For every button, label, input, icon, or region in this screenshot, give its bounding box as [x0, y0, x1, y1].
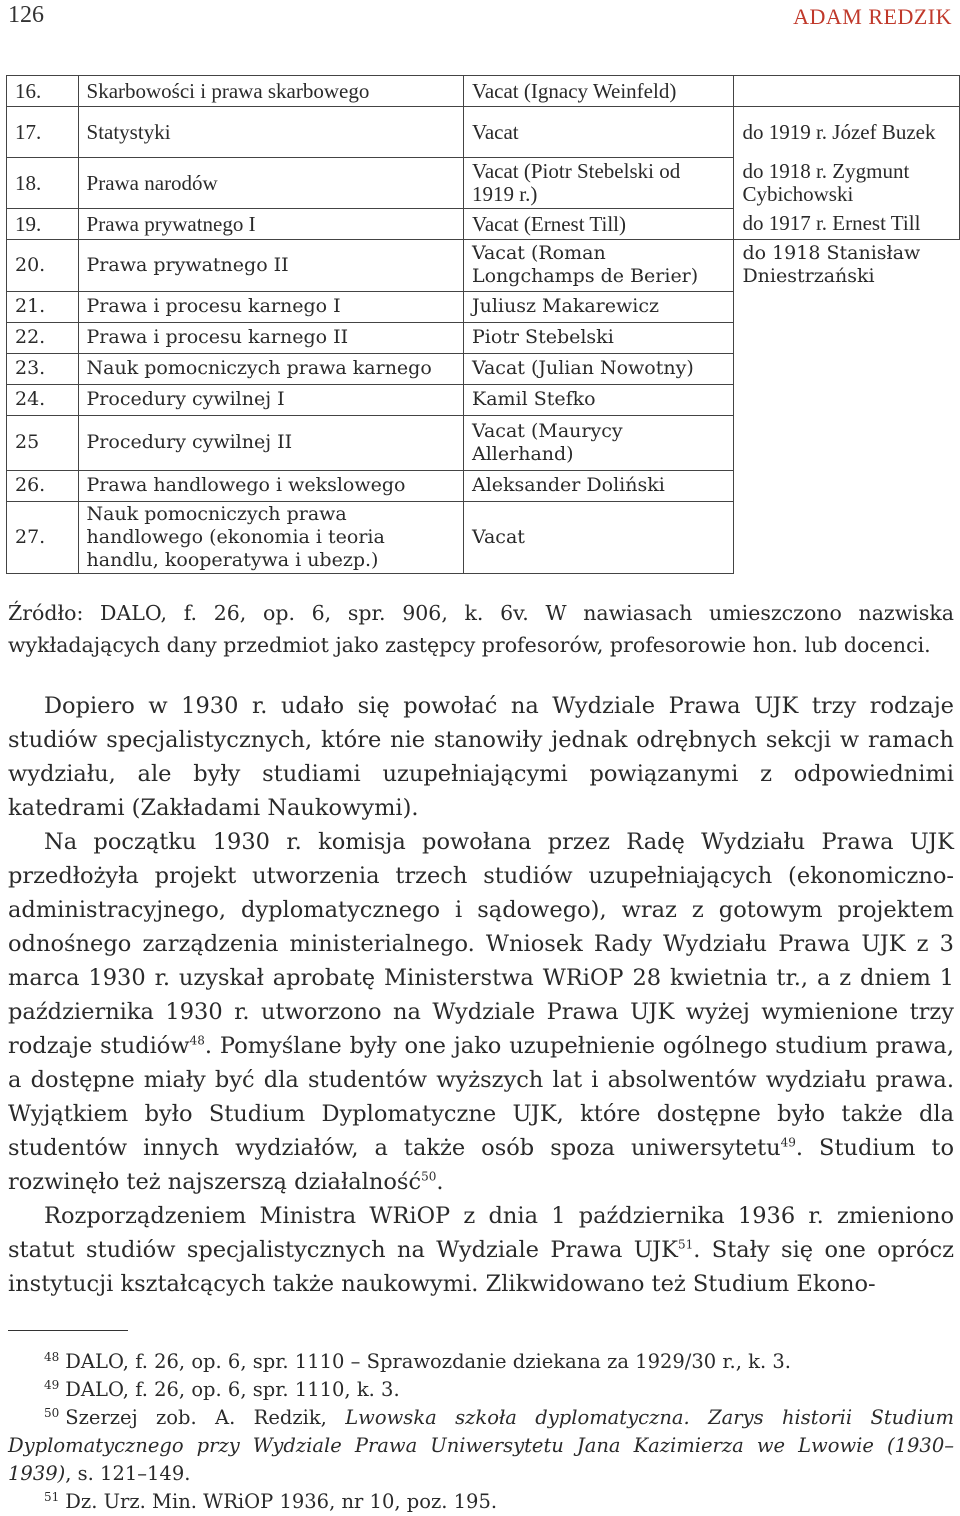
chair-holder: Vacat (Maurycy Allerhand)	[464, 415, 734, 470]
page-header	[0, 0, 960, 30]
chair-name: Procedury cywilnej II	[78, 415, 463, 470]
paragraph	[8, 1199, 954, 1301]
running-head: ADAM REDZIK	[793, 4, 952, 29]
footnote	[8, 1376, 954, 1404]
footnote-number: 51	[44, 1489, 60, 1504]
row-number: 27.	[7, 501, 79, 573]
row-number: 21.	[7, 291, 79, 322]
table-row	[7, 384, 960, 415]
footnote-text: DALO, f. 26, op. 6, spr. 1110, k. 3.	[65, 1378, 400, 1401]
table-row	[7, 322, 960, 353]
footnote-number: 50	[44, 1405, 60, 1420]
footnote-ref: 50	[421, 1169, 437, 1184]
chair-holder: Vacat (Ignacy Weinfeld)	[464, 76, 734, 107]
earlier-holder: do 1917 r. Ernest Till	[734, 209, 960, 240]
paragraph	[8, 825, 954, 1199]
chair-holder: Vacat (Roman Longchamps de Berier)	[464, 240, 734, 292]
table-row	[7, 470, 960, 501]
chair-name: Nauk pomocniczych prawa handlowego (ekonomia i teoria handlu, kooperatywa i ubezp.)	[78, 501, 463, 573]
chair-name: Skarbowości i prawa skarbowego	[78, 76, 463, 107]
footnote-separator	[8, 1330, 128, 1331]
footnote-ref: 51	[677, 1237, 694, 1252]
chair-name: Prawa i procesu karnego II	[78, 322, 463, 353]
chair-holder: Aleksander Doliński	[464, 470, 734, 501]
paragraph-text: .	[436, 1169, 444, 1195]
table-row	[7, 240, 960, 292]
chair-holder: Vacat	[464, 107, 734, 158]
row-number: 18.	[7, 158, 79, 209]
chair-name: Prawa narodów	[78, 158, 463, 209]
earlier-holder	[734, 291, 960, 322]
paragraph-text: Rozporządzeniem Ministra WRiOP z dnia 1 października 1936 r. zmieniono statut studiów specjalistycznych na Wydziale Prawa UJK	[8, 1203, 954, 1263]
row-number: 17.	[7, 107, 79, 158]
earlier-holder	[734, 353, 960, 384]
row-number: 23.	[7, 353, 79, 384]
earlier-holder	[734, 322, 960, 353]
earlier-holder: do 1919 r. Józef Buzek	[734, 107, 960, 158]
table-source-note: Źródło: DALO, f. 26, op. 6, spr. 906, k. 6v. W nawiasach umieszczono nazwiska wykładających dany przedmiot jako zastępcy profesorów, profesorowie hon. lub docenci.	[8, 601, 954, 657]
earlier-holder	[734, 470, 960, 501]
table-row	[7, 158, 960, 209]
footnote-text: DALO, f. 26, op. 6, spr. 1110 – Sprawozdanie dziekana za 1929/30 r., k. 3.	[65, 1350, 791, 1373]
table-row	[7, 291, 960, 322]
chair-name: Procedury cywilnej I	[78, 384, 463, 415]
row-number: 19.	[7, 209, 79, 240]
table-row	[7, 209, 960, 240]
chair-holder: Vacat (Piotr Stebelski od 1919 r.)	[464, 158, 734, 209]
paragraph-text: . Studium to rozwinęło też najszerszą działalność	[8, 1135, 954, 1195]
footnote-number: 48	[44, 1349, 60, 1364]
earlier-holder	[734, 415, 960, 470]
paragraph-text: Na początku 1930 r. komisja powołana przez Radę Wydziału Prawa UJK przedłożyła projekt utworzenia trzech studiów uzupełniających (ekonomiczno-administracyjnego, dyplomatycznego i sądowego), wraz z gotowym projektem odnośnego zarządzenia ministerialnego. Wniosek Rady Wydziału Prawa UJK z 3 marca 1930 r. uzyskał aprobatę Ministerstwa WRiOP 28 kwietnia tr., a z dniem 1 października 1930 r. utworzono na Wydziale Prawa UJK wyżej wymienione trzy rodzaje studiów	[8, 829, 954, 1059]
table-row	[7, 353, 960, 384]
chair-name: Prawa handlowego i wekslowego	[78, 470, 463, 501]
chair-holder: Piotr Stebelski	[464, 322, 734, 353]
footnote-title: Lwowska szkoła dyplomatyczna. Zarys historii Studium Dyplomatycznego przy Wydziale Prawa Uniwersytetu Jana Kazimierza we Lwowie (1930–1939)	[8, 1406, 954, 1485]
row-number: 20.	[7, 240, 79, 292]
row-number: 16.	[7, 76, 79, 107]
footnote-number: 49	[44, 1377, 60, 1392]
chair-holder: Vacat (Julian Nowotny)	[464, 353, 734, 384]
row-number: 22.	[7, 322, 79, 353]
chair-name: Statystyki	[78, 107, 463, 158]
row-number: 25	[7, 415, 79, 470]
table-row	[7, 415, 960, 470]
chair-name: Prawa prywatnego I	[78, 209, 463, 240]
earlier-holder: do 1918 r. Zygmunt Cybichowski	[734, 158, 960, 209]
table-row	[7, 76, 960, 107]
earlier-holder	[734, 501, 960, 573]
chair-holder: Kamil Stefko	[464, 384, 734, 415]
footnote-ref: 49	[780, 1135, 796, 1150]
earlier-holder: do 1918 Stanisław Dniestrzański	[742, 242, 921, 287]
table-row	[7, 107, 960, 158]
footnote-text: Szerzej zob. A. Redzik,	[65, 1406, 346, 1429]
table-row	[7, 501, 960, 573]
earlier-holder	[734, 76, 960, 107]
chair-name: Prawa i procesu karnego I	[78, 291, 463, 322]
body-text	[8, 689, 954, 1301]
page-number: 126	[8, 2, 44, 28]
chairs-table	[6, 75, 960, 574]
chair-name: Prawa prywatnego II	[78, 240, 463, 292]
footnote-ref: 48	[189, 1033, 205, 1048]
footnotes	[8, 1348, 954, 1516]
row-number: 26.	[7, 470, 79, 501]
footnote	[8, 1488, 954, 1516]
chair-holder: Vacat	[464, 501, 734, 573]
footnote-text: , s. 121–149.	[65, 1462, 191, 1485]
paragraph: Dopiero w 1930 r. udało się powołać na Wydziale Prawa UJK trzy rodzaje studiów specjalistycznych, które nie stanowiły jednak odrębnych sekcji w ramach wydziału, ale były studiami uzupełniającymi powiązanymi z odpowiednimi katedrami (Zakładami Naukowymi).	[8, 693, 954, 821]
footnote	[8, 1348, 954, 1376]
earlier-holder	[734, 384, 960, 415]
chair-holder: Juliusz Makarewicz	[464, 291, 734, 322]
chair-name: Nauk pomocniczych prawa karnego	[78, 353, 463, 384]
row-number: 24.	[7, 384, 79, 415]
chair-holder: Vacat (Ernest Till)	[464, 209, 734, 240]
footnote	[8, 1404, 954, 1488]
paragraph-text: . Stały się one oprócz instytucji kształcących także naukowymi. Zlikwidowano też Studium Ekono-	[8, 1237, 954, 1297]
paragraph-text: . Pomyślane były one jako uzupełnienie ogólnego studium prawa, a dostępne miały być dla studentów wyższych lat i absolwentów wydziału prawa. Wyjątkiem było Studium Dyplomatyczne UJK, które dostępne było także dla studentów innych wydziałów, a także osób spoza uniwersytetu	[8, 1033, 955, 1161]
footnote-text: Dz. Urz. Min. WRiOP 1936, nr 10, poz. 195.	[65, 1490, 498, 1513]
